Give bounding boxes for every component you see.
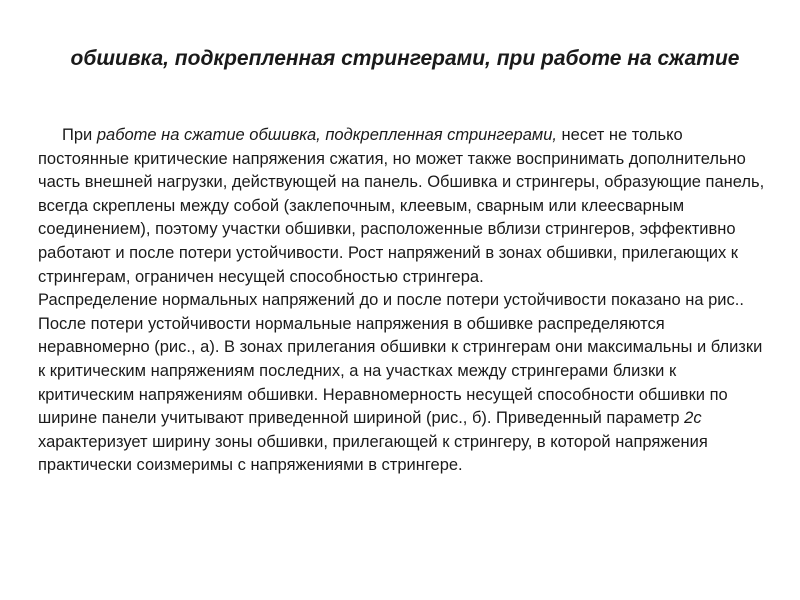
paragraph-1-italic-phrase: работе на сжатие обшивка, подкрепленная стрингерами, [96, 126, 557, 144]
paragraph-2-before-param: Распределение нормальных напряжений до и после потери устойчивости показано на рис.. После потери устойчивости нормальные напряжения в обшивке распределяются неравномерно (рис., а). В зонах прилегания обшивки к стрингерам они максимальны и близки к критическим напряжениям последних, а на участках между стрингерами близки к критическим напряжениям обшивки. Неравномерность несущей способности обшивки по ширине панели учитывают приведенной шириной (рис., б). Приведенный параметр [38, 291, 763, 428]
paragraph-2 [38, 289, 766, 478]
paragraph-1 [38, 124, 766, 289]
paragraph-1-rest: несет не только постоянные критические напряжения сжатия, но может также воспринимать дополнительно часть внешней нагрузки, действующей на панель. Обшивка и стрингеры, образующие панель, всегда скреплены между собой (заклепочным, клеевым, сварным или клеесварным соединением), поэтому участки обшивки, расположенные вблизи стрингеров, эффективно работают и после потери устойчивости. Рост напряжений в зонах обшивки, прилегающих к стрингерам, ограничен несущей способностью стрингера. [38, 126, 765, 286]
slide-body [38, 124, 766, 478]
paragraph-1-lead: При [62, 126, 97, 144]
paragraph-2-after-param: характеризует ширину зоны обшивки, прилегающей к стрингеру, в которой напряжения практически соизмеримы с напряжениями в стрингере. [38, 432, 708, 475]
slide-title: обшивка, подкрепленная стрингерами, при работе на сжатие [70, 47, 740, 70]
parameter-2c: 2с [684, 409, 702, 428]
